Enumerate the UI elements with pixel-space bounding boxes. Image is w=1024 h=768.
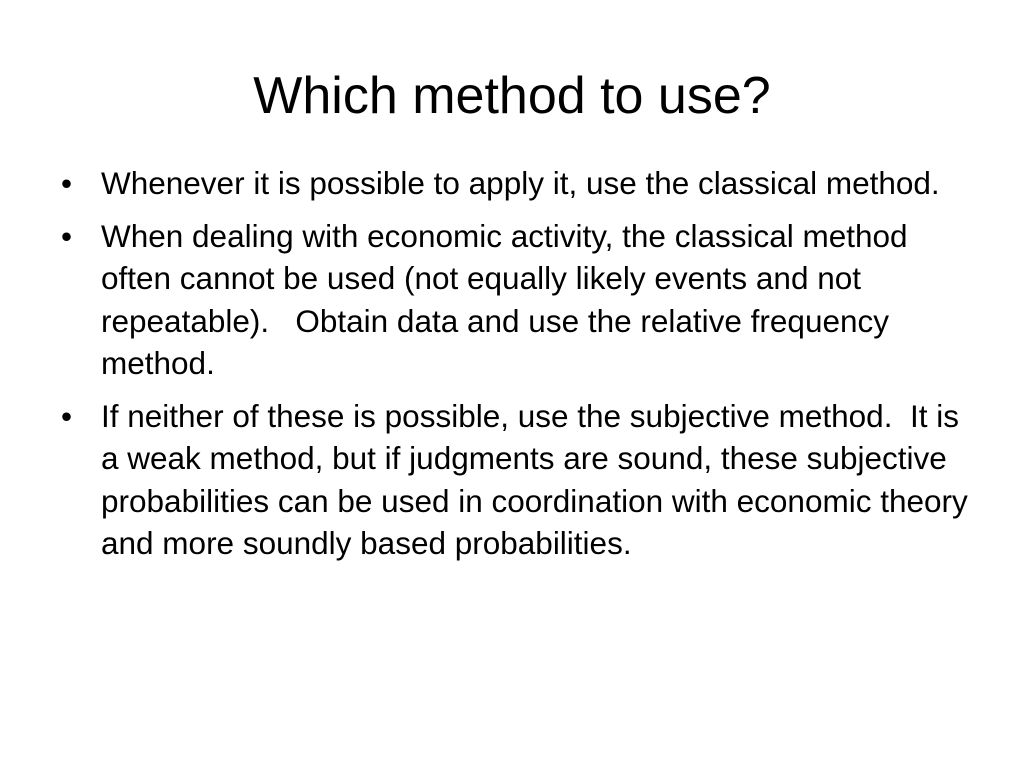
bullet-item-classical xyxy=(55,162,985,205)
bullet-item-relative-frequency xyxy=(55,215,985,385)
bullet-dot-icon: • xyxy=(61,165,73,201)
slide-title: Which method to use? xyxy=(253,67,771,125)
bullet-dot-icon: • xyxy=(61,397,73,434)
bullet-text: Whenever it is possible to apply it, use the classical method. xyxy=(101,165,940,201)
bullet-text: If neither of these is possible, use the subjective method. It is a weak method, but if judgments are sound, these subjective probabilities can be used in coordination with economic theory and more soundly based probabilities. xyxy=(101,397,977,561)
bullet-list xyxy=(55,162,985,575)
bullet-dot-icon: • xyxy=(61,217,73,254)
bullet-text: When dealing with economic activity, the classical method often cannot be used (not equally likely events and not repeatable). Obtain data and use the relative frequency method. xyxy=(101,217,917,381)
bullet-item-subjective xyxy=(55,395,985,565)
